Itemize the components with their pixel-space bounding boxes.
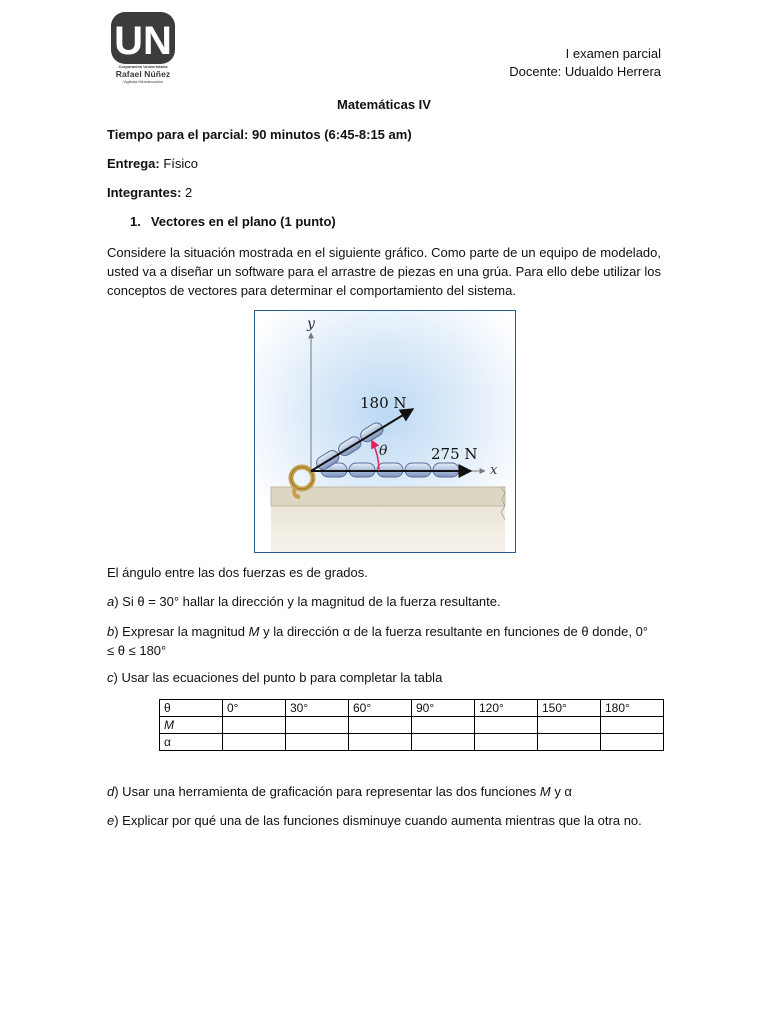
angle-statement: El ángulo entre las dos fuerzas es de grados. <box>107 565 368 580</box>
question-a <box>107 594 501 609</box>
table-row-header: α <box>160 734 223 751</box>
header-info <box>509 45 661 81</box>
values-table <box>159 699 664 751</box>
table-row <box>160 734 664 751</box>
question-b <box>107 622 661 660</box>
table-cell <box>286 717 349 734</box>
table-row-header: M <box>160 717 223 734</box>
table-cell <box>475 717 538 734</box>
members-value: 2 <box>181 185 193 200</box>
delivery-label: Entrega: <box>107 156 160 171</box>
question-b-text-3: ≤ θ ≤ 180° <box>107 643 167 658</box>
question-d <box>107 784 572 799</box>
table-cell <box>223 717 286 734</box>
logo-letters: UN <box>114 19 172 63</box>
table-cell: 120° <box>475 700 538 717</box>
angle-label: θ <box>379 443 388 459</box>
page-title: Matemáticas IV <box>337 97 431 112</box>
members-label: Integrantes: <box>107 185 182 200</box>
y-axis-label: y <box>307 316 315 332</box>
question-b-magnitude: M <box>248 624 260 639</box>
question-c <box>107 670 442 685</box>
question-d-text-1: ) Usar una herramienta de graficación para representar las dos funciones <box>114 784 540 799</box>
table-row <box>160 717 664 734</box>
table-cell <box>601 717 664 734</box>
table-row-header: θ <box>160 700 223 717</box>
table-cell: 60° <box>349 700 412 717</box>
table-cell: 150° <box>538 700 601 717</box>
table-cell <box>538 734 601 751</box>
table-row <box>160 700 664 717</box>
question-c-letter: c <box>107 670 114 685</box>
section-heading <box>130 214 336 229</box>
force-label-275: 275 N <box>431 445 478 463</box>
logo-caption-line3: Vigilada Mineducación <box>123 79 163 84</box>
table-cell <box>349 734 412 751</box>
table-cell <box>412 734 475 751</box>
table-cell <box>412 717 475 734</box>
logo-caption-line1: Corporación Universitaria <box>118 64 168 69</box>
teacher-name: Docente: Udualdo Herrera <box>509 64 661 79</box>
table-cell <box>601 734 664 751</box>
table-cell <box>223 734 286 751</box>
table-cell: 0° <box>223 700 286 717</box>
question-d-text-2: y α <box>550 784 572 799</box>
exam-time: Tiempo para el parcial: 90 minutos (6:45-8:15 am) <box>107 127 412 142</box>
x-axis-label: x <box>490 463 498 478</box>
question-d-letter: d <box>107 784 115 799</box>
delivery-value: Físico <box>159 156 199 171</box>
question-b-text-2: y la dirección α de la fuerza resultante en funciones de θ donde, 0° <box>259 624 648 639</box>
question-c-text: ) Usar las ecuaciones del punto b para completar la tabla <box>113 670 443 685</box>
section-number: 1. <box>130 214 141 229</box>
question-e-letter: e <box>107 813 115 828</box>
table-cell <box>475 734 538 751</box>
table-cell: 180° <box>601 700 664 717</box>
intro-paragraph: Considere la situación mostrada en el siguiente gráfico. Como parte de un equipo de modelado, usted va a diseñar un software para el arrastre de piezas en una grúa. Para ello debe utilizar los conceptos de vectores para determinar el comportamiento del sistema. <box>107 245 661 298</box>
force-label-180: 180 N <box>360 394 407 412</box>
table-cell <box>286 734 349 751</box>
question-b-letter: b <box>107 624 115 639</box>
table-cell <box>538 717 601 734</box>
question-b-text-1: ) Expresar la magnitud <box>114 624 249 639</box>
question-d-magnitude: M <box>539 784 551 799</box>
logo-mark-icon <box>108 12 178 64</box>
force-diagram <box>254 310 516 553</box>
members-line <box>107 185 192 200</box>
section-title: Vectores en el plano (1 punto) <box>150 214 336 229</box>
table-cell: 30° <box>286 700 349 717</box>
logo-caption-line2: Rafael Núñez <box>115 69 171 79</box>
question-e-text: ) Explicar por qué una de las funciones disminuye cuando aumenta mientras que la otra no. <box>114 813 642 828</box>
question-a-letter: a <box>107 594 115 609</box>
table-cell: 90° <box>412 700 475 717</box>
table-cell <box>349 717 412 734</box>
delivery-line <box>107 156 198 171</box>
university-logo <box>108 12 178 84</box>
question-e <box>107 813 642 828</box>
exam-name: I examen parcial <box>565 46 661 61</box>
question-a-text: ) Si θ = 30° hallar la dirección y la magnitud de la fuerza resultante. <box>114 594 501 609</box>
